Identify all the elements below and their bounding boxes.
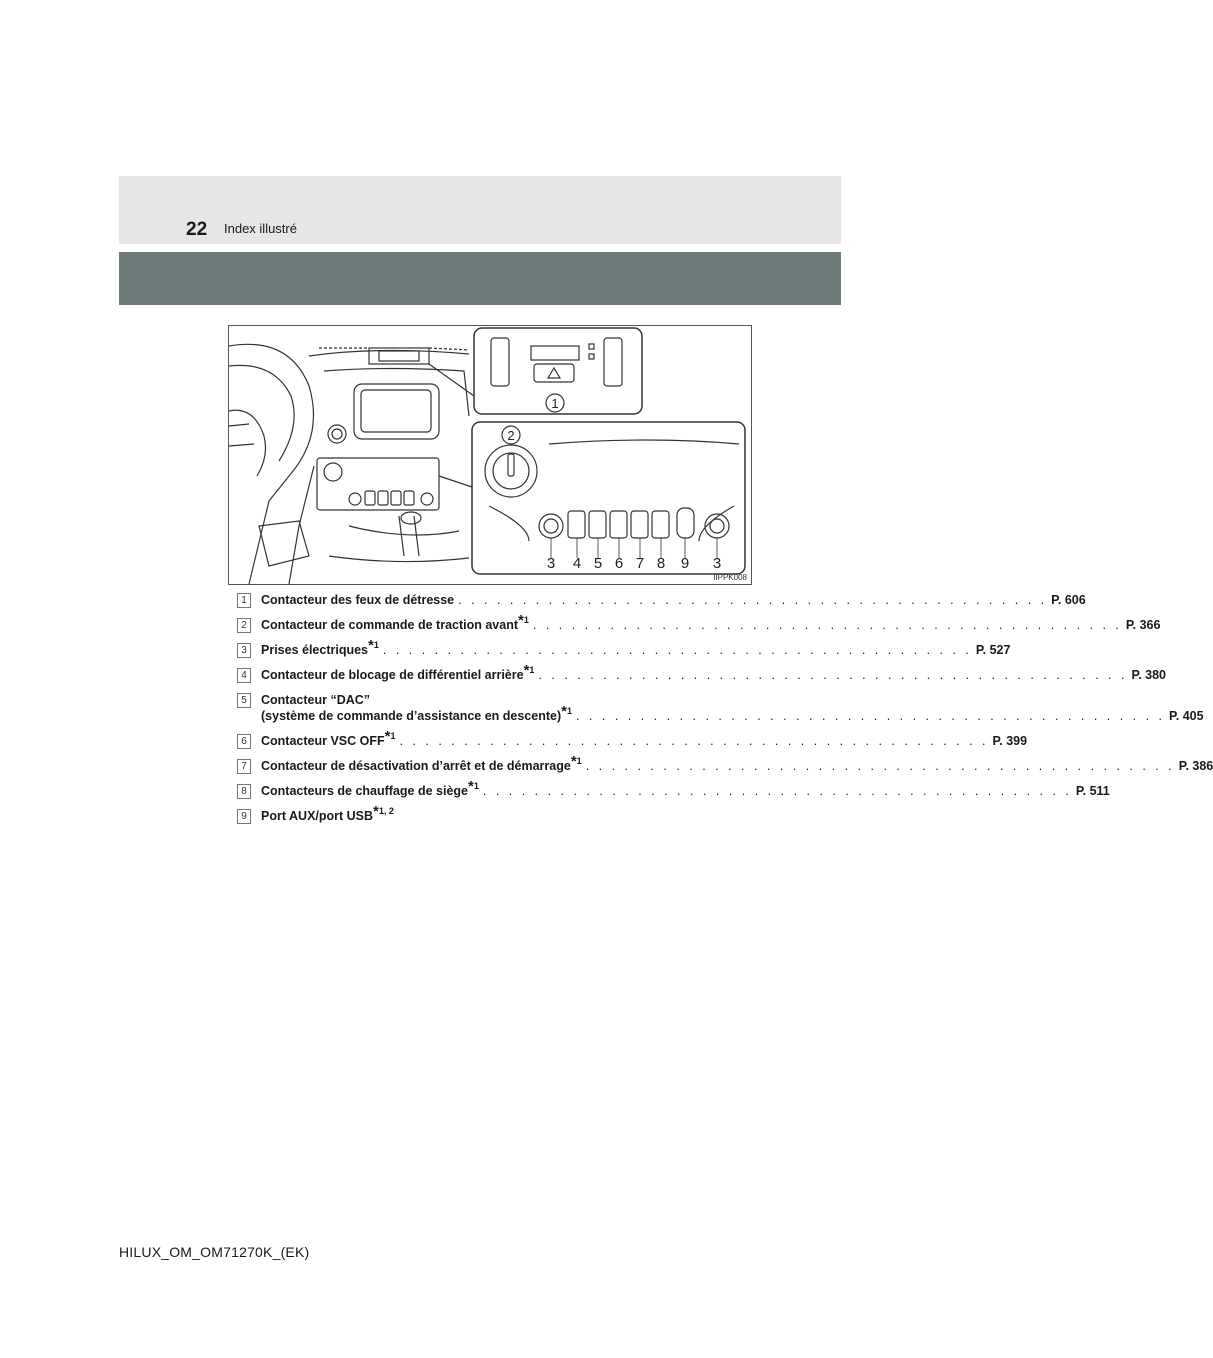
footnote-ref: 1 (373, 640, 379, 650)
item-number: 9 (237, 809, 251, 824)
callout-9: 9 (680, 555, 690, 572)
footnote-ref: 1 (473, 781, 479, 791)
item-label: Contacteur de désactivation d’arrêt et de démarrage (261, 759, 571, 773)
document-code: HILUX_OM_OM71270K_(EK) (119, 1244, 310, 1260)
list-item: 5 Contacteur “DAC” (système de commande d’assistance en descente)$^{*1}$ . . . . . . . . . . . . . . . . . . . . . . . . . . . . . . . . . . . . . . . . . . . . . . P. 405 (237, 692, 723, 724)
page-reference: P. 511 (1075, 784, 1110, 798)
item-number: 6 (237, 734, 251, 749)
section-banner (119, 252, 841, 305)
footnote-ref: 1 (576, 756, 582, 766)
item-label: Prises électriques (261, 643, 369, 657)
item-label: Contacteur “DAC” (261, 693, 371, 707)
page-number: 22 (186, 219, 208, 240)
steering-wheel-outline (229, 344, 314, 476)
page-reference: P. 399 (992, 734, 1028, 748)
footnote-ref: 1, 2 (378, 806, 394, 816)
dot-leader: . . . . . . . . . . . . . . . . . . . . . . . . . . . . . . . . . . . . . . . . . . . . . . (576, 709, 1166, 723)
item-number: 1 (237, 593, 251, 608)
item-number: 2 (237, 618, 251, 633)
list-item: 9 Port AUX/port USB$^{*1, 2}$ (237, 808, 723, 824)
list-item: 6 Contacteur VSC OFF$^{*1}$ . . . . . . . . . . . . . . . . . . . . . . . . . . . . . . . . . . . . . . . . . . . . . . P. 399 (237, 733, 723, 749)
footnote-ref: 1 (529, 665, 535, 675)
item-label: Contacteurs de chauffage de siège (261, 784, 469, 798)
item-label: Contacteur de commande de traction avant (261, 618, 519, 632)
page-reference: P. 366 (1125, 618, 1161, 632)
section-title: Index illustré (224, 221, 297, 236)
callout-5: 5 (593, 555, 603, 572)
callout-2: 2 (507, 428, 515, 443)
list-item: 3 Prises électriques$^{*1}$ . . . . . . . . . . . . . . . . . . . . . . . . . . . . . . . . . . . . . . . . . . . . . . P. 527 (237, 642, 723, 658)
dot-leader: . . . . . . . . . . . . . . . . . . . . . . . . . . . . . . . . . . . . . . . . . . . . . . (458, 593, 1048, 607)
callout-3-left: 3 (546, 555, 556, 572)
callout-3-right: 3 (712, 555, 722, 572)
item-number: 4 (237, 668, 251, 683)
item-label-line2: (système de commande d’assistance en descente) (261, 709, 562, 723)
page-reference: P. 386 (1178, 759, 1213, 773)
dashboard-illustration (228, 325, 752, 585)
ignition-knob (328, 425, 346, 443)
dot-leader: . . . . . . . . . . . . . . . . . . . . . . . . . . . . . . . . . . . . . . . . . . . . . . (585, 759, 1175, 773)
dot-leader: . . . . . . . . . . . . . . . . . . . . . . . . . . . . . . . . . . . . . . . . . . . . . . (482, 784, 1072, 798)
item-number: 3 (237, 643, 251, 658)
item-label: Contacteur VSC OFF (261, 734, 385, 748)
callout-7: 7 (635, 555, 645, 572)
item-number: 5 (237, 693, 251, 708)
figure-code: IIPPK008 (713, 573, 747, 582)
callout-1: 1 (551, 396, 559, 411)
dot-leader: . . . . . . . . . . . . . . . . . . . . . . . . . . . . . . . . . . . . . . . . . . . . . . (399, 734, 989, 748)
list-item: 7 Contacteur de désactivation d’arrêt et de démarrage$^{*1}$ . . . . . . . . . . . . . . . . . . . . . . . . . . . . . . . . . . . . . . . . . . . . . . P. 386 (237, 758, 723, 774)
dot-leader: . . . . . . . . . . . . . . . . . . . . . . . . . . . . . . . . . . . . . . . . . . . . . . (538, 668, 1128, 682)
page-reference: P. 405 (1169, 709, 1204, 723)
item-label: Contacteur des feux de détresse (261, 593, 455, 607)
dot-leader: . . . . . . . . . . . . . . . . . . . . . . . . . . . . . . . . . . . . . . . . . . . . . . (532, 618, 1122, 632)
item-label: Contacteur de blocage de différentiel arrière (261, 668, 524, 682)
item-label: Port AUX/port USB (261, 809, 374, 823)
list-item: 8 Contacteurs de chauffage de siège$^{*1}$ . . . . . . . . . . . . . . . . . . . . . . . . . . . . . . . . . . . . . . . . . . . . . . P. 511 (237, 783, 723, 799)
callout-8: 8 (656, 555, 666, 572)
dot-leader: . . . . . . . . . . . . . . . . . . . . . . . . . . . . . . . . . . . . . . . . . . . . . . (382, 643, 972, 657)
list-item: 4 Contacteur de blocage de différentiel arrière$^{*1}$ . . . . . . . . . . . . . . . . . . . . . . . . . . . . . . . . . . . . . . . . . . . . . . P. 380 (237, 667, 723, 683)
footnote-ref: 1 (390, 731, 396, 741)
item-number: 7 (237, 759, 251, 774)
footnote-ref: 1 (566, 706, 572, 716)
list-item: 2 Contacteur de commande de traction avant$^{*1}$ . . . . . . . . . . . . . . . . . . . . . . . . . . . . . . . . . . . . . . . . . . . . . . P. 366 (237, 617, 723, 633)
display-screen (354, 384, 439, 439)
page-reference: P. 380 (1131, 668, 1167, 682)
page-reference: P. 606 (1051, 593, 1086, 607)
page-reference: P. 527 (975, 643, 1011, 657)
list-item (237, 592, 1086, 608)
component-list (237, 592, 1213, 833)
callout-4: 4 (572, 555, 582, 572)
footnote-ref: 1 (523, 615, 529, 625)
callout-6: 6 (614, 555, 624, 572)
item-number: 8 (237, 784, 251, 799)
